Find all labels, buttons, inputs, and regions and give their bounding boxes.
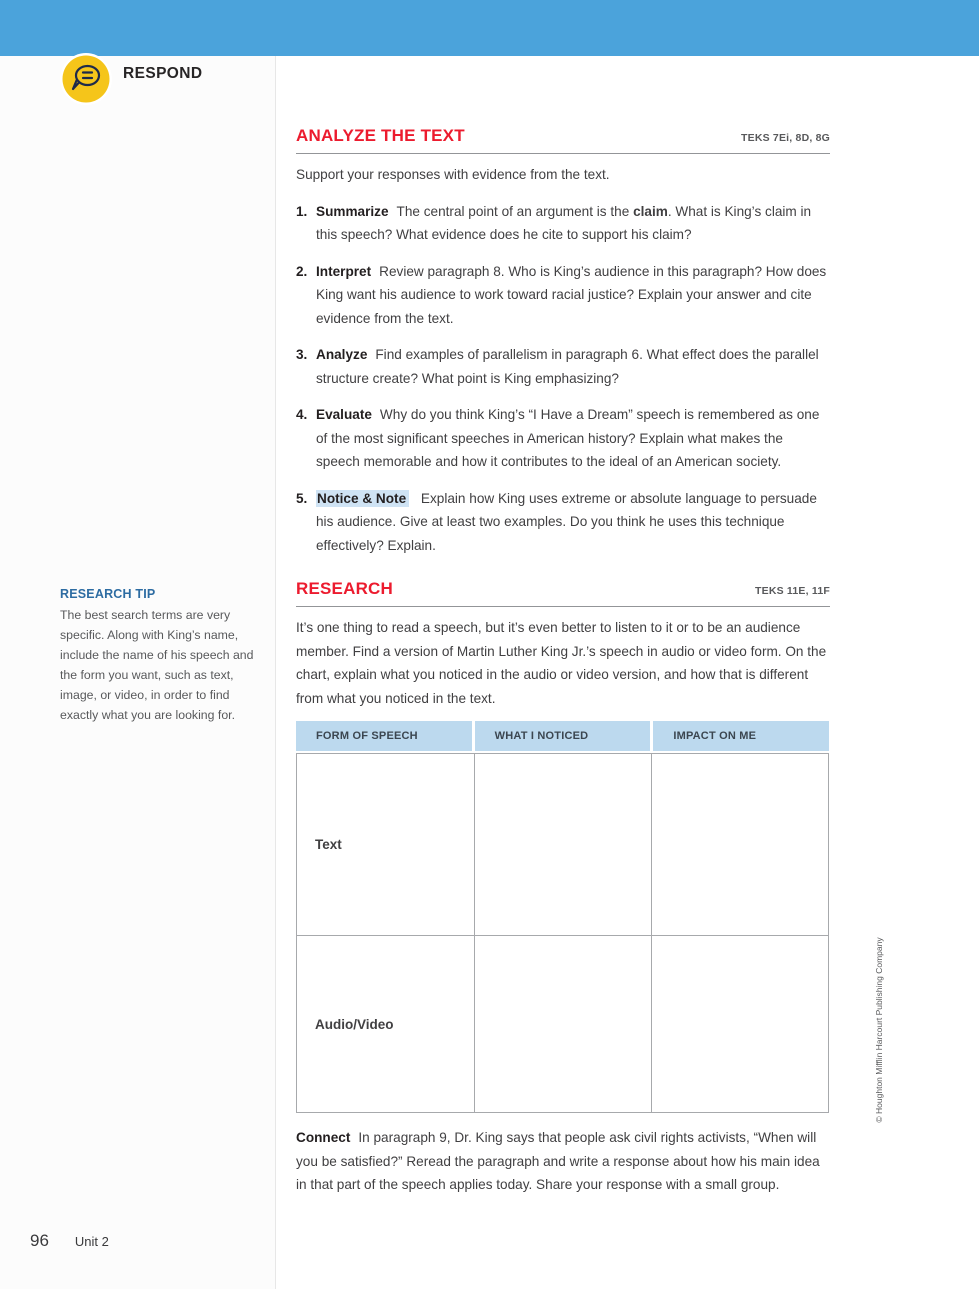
empty-cell-impact-on-me-audio-video: [651, 936, 828, 1112]
row-label-audio-video: Audio/Video: [315, 1016, 394, 1032]
question-lead: Analyze: [316, 347, 368, 362]
chart-body: [296, 753, 829, 1113]
question-1: [296, 200, 830, 247]
chart-header-row: [296, 721, 829, 751]
research-title: RESEARCH: [296, 579, 394, 598]
notice-and-note-highlighted-lead: Notice & Note: [316, 490, 409, 507]
question-2: [296, 260, 830, 331]
question-5: [296, 487, 830, 558]
chart-header-impact-on-me: IMPACT ON ME: [653, 721, 829, 751]
table-row-audio-video: [297, 935, 828, 1112]
empty-cell-what-i-noticed-text: [474, 754, 651, 935]
analyze-title: ANALYZE THE TEXT: [296, 126, 465, 145]
question-4: [296, 403, 830, 474]
question-number: 5.: [296, 490, 308, 506]
question-list: [296, 200, 830, 558]
question-text: . What is King’s claim in this speech? What evidence does he cite to support his claim?: [316, 203, 812, 242]
question-lead: Interpret: [316, 263, 372, 279]
analyze-the-text-section: [296, 126, 830, 557]
research-tip-sidebar: [60, 587, 258, 725]
question-number: 3.: [296, 347, 308, 362]
question-number: 1.: [296, 203, 308, 219]
connect-text: In paragraph 9, Dr. King says that people ask civil rights activists, “When will you be satisfied?” Reread the paragraph and write a response about how his main idea in that part of the speech applies today. Share your response with a small group.: [296, 1130, 820, 1192]
chart-header-what-i-noticed: WHAT I NOTICED: [475, 721, 651, 751]
question-text: The central point of an argument is the: [396, 203, 634, 219]
research-section: [296, 579, 830, 1113]
research-chart: [296, 721, 829, 1113]
respond-label: RESPOND: [123, 65, 203, 82]
copyright-notice: © Houghton Mifflin Harcourt Publishing Company: [874, 937, 884, 1123]
unit-label: Unit 2: [74, 1234, 109, 1249]
question-text: Find examples of parallelism in paragraph 6. What effect does the parallel structure create? What point is King emphasizing?: [316, 347, 819, 386]
question-text: Explain how King uses extreme or absolute language to persuade his audience. Give at least two examples. Do you think he uses this technique effectively? Explain.: [316, 490, 817, 553]
research-tip-title: RESEARCH TIP: [60, 587, 156, 601]
analyze-intro: Support your responses with evidence from the text.: [296, 167, 610, 182]
analyze-teks-code: TEKS 7Ei, 8D, 8G: [741, 132, 830, 144]
empty-cell-what-i-noticed-audio-video: [474, 936, 651, 1112]
analyze-section-header: [296, 126, 830, 154]
top-banner: [0, 0, 979, 56]
question-lead: Summarize: [316, 203, 389, 219]
empty-cell-impact-on-me-text: [651, 754, 828, 935]
question-text: Why do you think King’s “I Have a Dream” speech is remembered as one of the most significant speeches in American history? Explain what makes the speech memorable and how it contributes to the ideal of an American society.: [316, 407, 820, 469]
table-row-text: [297, 754, 828, 935]
question-number: 2.: [296, 263, 308, 279]
research-intro: It’s one thing to read a speech, but it’s even better to listen to it or to be an audience member. Find a version of Martin Luther King Jr.’s speech in audio or video form. On the chart, explain what you noticed in the audio or video version, and how that is different from what you noticed in the text.: [296, 620, 827, 706]
question-lead: Evaluate: [316, 407, 372, 422]
question-3: [296, 343, 830, 390]
page-number: 96: [30, 1231, 49, 1250]
connect-paragraph: [296, 1126, 830, 1197]
question-number: 4.: [296, 407, 308, 422]
research-tip-body: The best search terms are very specific. Along with King’s name, include the name of his speech and the form you want, such as text, image, or video, in order to find exactly what you are looking for.: [60, 608, 254, 722]
page-footer: [30, 1231, 109, 1251]
research-section-header: [296, 579, 830, 607]
chart-header-form-of-speech: FORM OF SPEECH: [296, 721, 472, 751]
connect-lead: Connect: [296, 1130, 351, 1145]
bold-term: claim: [633, 203, 668, 219]
research-teks-code: TEKS 11E, 11F: [755, 585, 830, 597]
speech-bubble-icon: [60, 53, 112, 105]
row-label-text: Text: [315, 837, 342, 852]
question-text: Review paragraph 8. Who is King’s audience in this paragraph? How does King want his audience to work toward racial justice? Explain your answer and cite evidence from the text.: [316, 263, 827, 326]
